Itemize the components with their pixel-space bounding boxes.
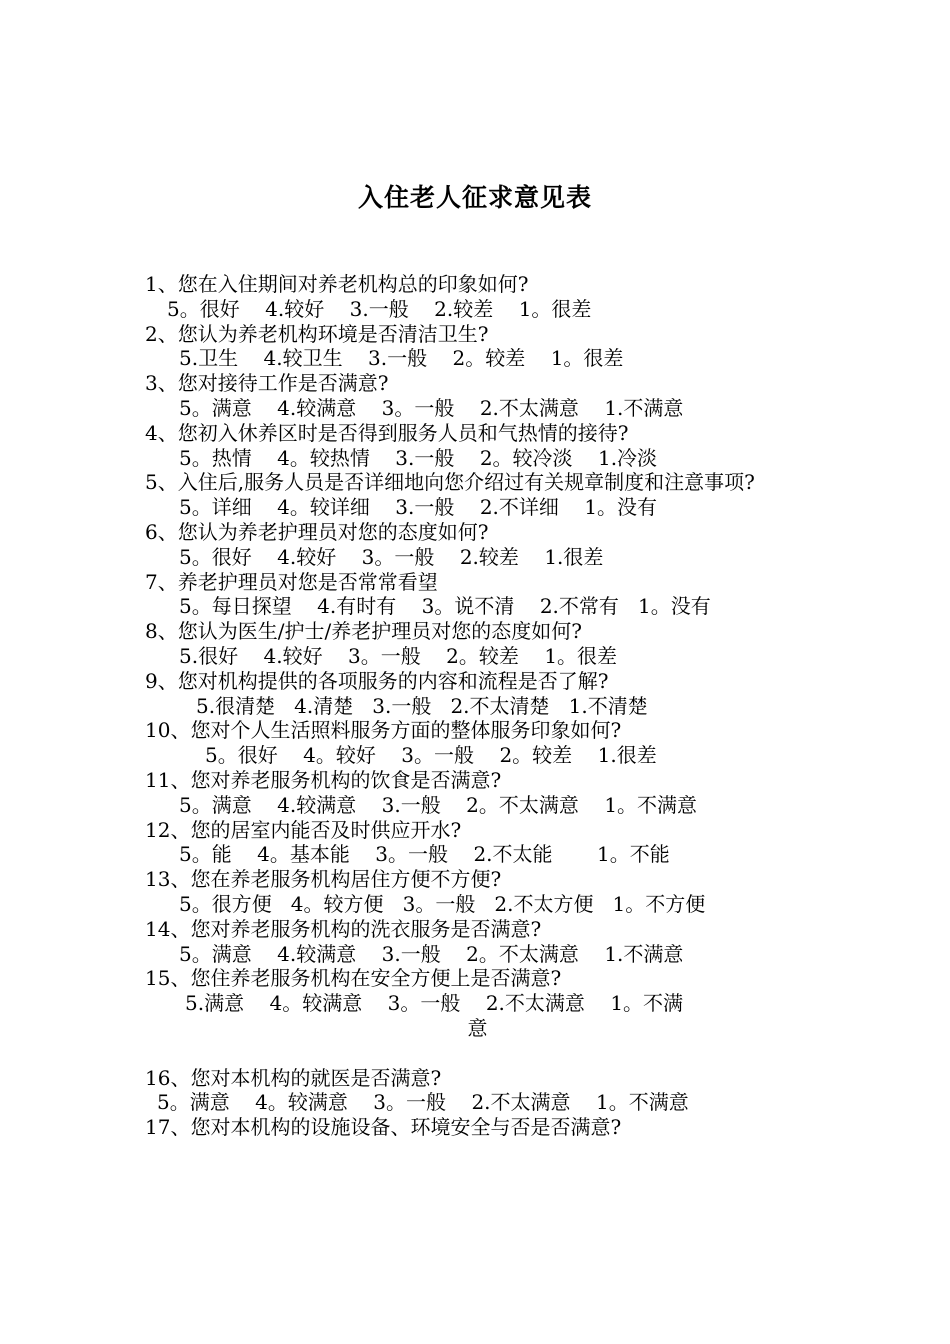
answer-options: 5。满意 4.较满意 3.一般 2。不太满意 1。不满意 bbox=[179, 792, 698, 817]
question-item bbox=[145, 470, 810, 520]
question-item bbox=[145, 917, 810, 967]
question-text: 2、您认为养老机构环境是否清洁卫生? bbox=[145, 321, 489, 346]
answer-options: 5。每日探望 4.有时有 3。说不清 2.不常有 1。没有 bbox=[179, 594, 711, 619]
question-item bbox=[145, 619, 810, 669]
answer-options: 5.满意 4。较满意 3。一般 2.不太满意 1。不满 bbox=[185, 991, 684, 1016]
question-text: 10、您对个人生活照料服务方面的整体服务印象如何? bbox=[145, 718, 622, 743]
questionnaire-body bbox=[145, 272, 810, 1140]
answer-options: 5。很好 4.较好 3.一般 2.较差 1。很差 bbox=[167, 296, 592, 321]
answer-options-tail: 意 bbox=[467, 1015, 488, 1040]
question-item bbox=[145, 718, 810, 768]
question-text: 4、您初入休养区时是否得到服务人员和气热情的接待? bbox=[145, 420, 629, 445]
answer-options: 5。很方便 4。较方便 3。一般 2.不太方便 1。不方便 bbox=[179, 891, 706, 916]
question-text: 1、您在入住期间对养老机构总的印象如何? bbox=[145, 272, 529, 296]
answer-options: 5.卫生 4.较卫生 3.一般 2。较差 1。很差 bbox=[179, 346, 624, 371]
answer-options: 5。详细 4。较详细 3.一般 2.不详细 1。没有 bbox=[179, 495, 658, 520]
question-text: 16、您对本机构的就医是否满意? bbox=[145, 1065, 442, 1090]
question-text: 11、您对养老服务机构的饮食是否满意? bbox=[145, 767, 502, 792]
question-text: 3、您对接待工作是否满意? bbox=[145, 371, 389, 396]
question-text: 14、您对养老服务机构的洗衣服务是否满意? bbox=[145, 916, 542, 941]
question-item bbox=[145, 669, 810, 719]
answer-options: 5。热情 4。较热情 3.一般 2。较冷淡 1.冷淡 bbox=[179, 445, 658, 470]
question-text: 7、养老护理员对您是否常常看望 bbox=[145, 569, 438, 594]
question-item bbox=[145, 322, 810, 372]
question-item bbox=[145, 272, 810, 322]
question-item bbox=[145, 1066, 810, 1116]
question-text: 17、您对本机构的设施设备、环境安全与否是否满意? bbox=[145, 1115, 622, 1140]
question-item bbox=[145, 421, 810, 471]
question-text: 12、您的居室内能否及时供应开水? bbox=[145, 817, 462, 842]
question-item bbox=[145, 966, 810, 1065]
answer-options: 5。很好 4。较好 3。一般 2。较差 1.很差 bbox=[205, 743, 657, 768]
question-item bbox=[145, 1115, 810, 1140]
blank-line bbox=[145, 1041, 810, 1066]
answer-options: 5。满意 4.较满意 3。一般 2.不太满意 1.不满意 bbox=[179, 395, 684, 420]
question-text: 9、您对机构提供的各项服务的内容和流程是否了解? bbox=[145, 668, 609, 693]
question-text: 6、您认为养老护理员对您的态度如何? bbox=[145, 519, 489, 544]
answer-options: 5。满意 4。较满意 3。一般 2.不太满意 1。不满意 bbox=[157, 1090, 689, 1115]
question-item bbox=[145, 818, 810, 868]
question-item bbox=[145, 867, 810, 917]
answer-options: 5。能 4。基本能 3。一般 2.不太能 1。不能 bbox=[179, 842, 670, 867]
question-text: 5、入住后,服务人员是否详细地向您介绍过有关规章制度和注意事项? bbox=[145, 470, 755, 495]
question-text: 13、您在养老服务机构居住方便不方便? bbox=[145, 867, 502, 892]
question-text: 15、您住养老服务机构在安全方便上是否满意? bbox=[145, 966, 562, 991]
answer-options: 5。很好 4.较好 3。一般 2.较差 1.很差 bbox=[179, 544, 604, 569]
answer-options: 5.很好 4.较好 3。一般 2。较差 1。很差 bbox=[179, 643, 618, 668]
question-item bbox=[145, 570, 810, 620]
question-item bbox=[145, 768, 810, 818]
question-item bbox=[145, 520, 810, 570]
answer-options: 5。满意 4.较满意 3.一般 2。不太满意 1.不满意 bbox=[179, 941, 684, 966]
question-item bbox=[145, 371, 810, 421]
question-text: 8、您认为医生/护士/养老护理员对您的态度如何? bbox=[145, 619, 582, 644]
answer-options: 5.很清楚 4.清楚 3.一般 2.不太清楚 1.不清楚 bbox=[196, 693, 648, 718]
document-title: 入住老人征求意见表 bbox=[357, 183, 592, 212]
